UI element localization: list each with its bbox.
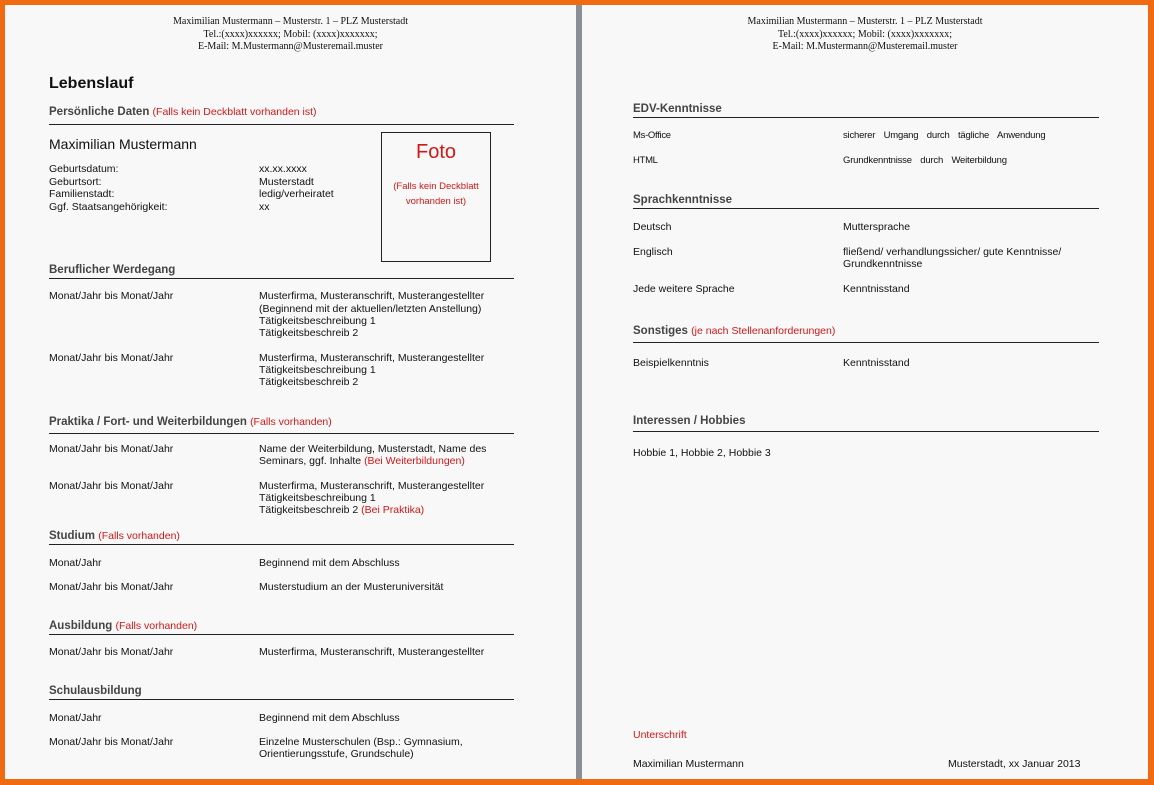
- photo-placeholder: [381, 132, 491, 262]
- studies-row-2-date: Monat/Jahr bis Monat/Jahr: [49, 581, 174, 593]
- section-interests-rule: [633, 431, 1099, 432]
- section-training-title: Praktika / Fort- und Weiterbildungen: [49, 416, 247, 428]
- letterhead-email: E-Mail: M.Mustermann@Musteremail.muster: [197, 41, 383, 52]
- section-languages-rule: [633, 208, 1099, 209]
- section-personal-note: (Falls kein Deckblatt vorhanden ist): [152, 106, 317, 118]
- section-it-heading: EDV-Kenntnisse: [633, 103, 722, 115]
- cv-page-left: [5, 5, 576, 779]
- section-personal-heading: [49, 106, 317, 118]
- section-apprenticeship-heading: [49, 620, 197, 632]
- language-row-3-label: Jede weitere Sprache: [633, 283, 735, 295]
- career-entry-1-date: Monat/Jahr bis Monat/Jahr: [49, 290, 174, 302]
- signature-label: Unterschrift: [633, 729, 687, 741]
- letterhead-right: [582, 16, 1148, 54]
- section-career-rule: [49, 278, 514, 279]
- section-apprenticeship-rule: [49, 634, 514, 635]
- section-training-note: (Falls vorhanden): [250, 416, 332, 428]
- section-other-rule: [633, 342, 1099, 343]
- section-interests-heading: Interessen / Hobbies: [633, 415, 746, 427]
- section-training-heading: [49, 416, 332, 428]
- it-row-1-value: sicherer Umgang durch tägliche Anwendung: [843, 130, 1046, 141]
- section-other-note: (je nach Stellenanforderungen): [691, 325, 836, 337]
- other-row-1-label: Beispielkenntnis: [633, 357, 709, 369]
- cv-page-right: [582, 5, 1148, 779]
- language-row-2-label: Englisch: [633, 246, 673, 258]
- label-nationality: Ggf. Staatsangehörigkeit:: [49, 201, 168, 213]
- section-other-title: Sonstiges: [633, 325, 688, 337]
- signature-name: Maximilian Mustermann: [633, 758, 744, 770]
- school-row-1-date: Monat/Jahr: [49, 712, 102, 724]
- career-entry-1-line2: (Beginnend mit der aktuellen/letzten Anstellung): [259, 303, 482, 315]
- photo-title: Foto: [415, 141, 457, 163]
- language-row-3-value: Kenntnisstand: [843, 283, 910, 295]
- it-row-1-label: Ms-Office: [633, 130, 671, 141]
- school-row-2-date: Monat/Jahr bis Monat/Jahr: [49, 736, 174, 748]
- career-entry-1-line1: Musterfirma, Musteranschrift, Musterangestellter: [259, 290, 485, 302]
- language-row-2-value: fließend/ verhandlungssicher/ gute Kenntnisse/: [843, 246, 1062, 258]
- training-entry-2-line3: [259, 504, 424, 517]
- letterhead-address: Maximilian Mustermann – Musterstr. 1 – PLZ Musterstadt: [173, 16, 408, 27]
- person-name: Maximilian Mustermann: [49, 136, 197, 152]
- apprenticeship-row-1-text: Musterfirma, Musteranschrift, Musterangestellter: [259, 646, 485, 658]
- letterhead-phone: Tel.:(xxxx)xxxxxx; Mobil: (xxxx)xxxxxxx;: [203, 28, 378, 40]
- section-studies-heading: [49, 530, 180, 542]
- letterhead-right-email: E-Mail: M.Mustermann@Musteremail.muster: [772, 41, 958, 52]
- school-row-2-text-line2: Orientierungsstufe, Grundschule): [259, 748, 414, 760]
- training-entry-1-date: Monat/Jahr bis Monat/Jahr: [49, 443, 174, 455]
- other-row-1-value: Kenntnisstand: [843, 357, 910, 369]
- career-entry-2-date: Monat/Jahr bis Monat/Jahr: [49, 352, 174, 364]
- school-row-1-text: Beginnend mit dem Abschluss: [259, 712, 400, 724]
- section-languages-heading: Sprachkenntnisse: [633, 194, 733, 206]
- value-nationality: xx: [259, 201, 270, 213]
- studies-row-1-text: Beginnend mit dem Abschluss: [259, 557, 400, 569]
- training-entry-1-line2: [259, 455, 465, 468]
- section-apprenticeship-note: (Falls vorhanden): [115, 620, 198, 632]
- apprenticeship-row-1-date: Monat/Jahr bis Monat/Jahr: [49, 646, 174, 658]
- letterhead-right-phone: Tel.:(xxxx)xxxxxx; Mobil: (xxxx)xxxxxxx;: [777, 28, 952, 40]
- section-career-heading: Beruflicher Werdegang: [49, 264, 176, 276]
- career-entry-2-line2: Tätigkeitsbeschreibung 1: [259, 364, 376, 376]
- career-entry-2-line1: Musterfirma, Musteranschrift, Musterangestellter: [259, 352, 485, 364]
- section-other-heading: [633, 325, 835, 337]
- value-birthplace: Musterstadt: [259, 176, 314, 188]
- training-entry-2-line3-note: (Bei Praktika): [361, 504, 425, 516]
- section-it-rule: [633, 117, 1099, 118]
- letterhead: [5, 16, 576, 54]
- studies-row-1-date: Monat/Jahr: [49, 557, 102, 569]
- label-birthdate: Geburtsdatum:: [49, 163, 119, 175]
- section-school-rule: [49, 699, 514, 700]
- section-studies-title: Studium: [49, 530, 95, 542]
- section-personal-title: Persönliche Daten: [49, 106, 150, 118]
- interests-text: Hobbie 1, Hobbie 2, Hobbie 3: [633, 447, 771, 459]
- training-entry-2-line2: Tätigkeitsbeschreibung 1: [259, 492, 376, 504]
- label-family-status: Familienstadt:: [49, 188, 115, 200]
- training-entry-1-line2-note: (Bei Weiterbildungen): [364, 455, 465, 467]
- section-school-heading: Schulausbildung: [49, 685, 142, 697]
- career-entry-1-line4: Tätigkeitsbeschreib 2: [259, 327, 359, 339]
- training-entry-2-line1: Musterfirma, Musteranschrift, Musterangestellter: [259, 480, 485, 492]
- signature-place-date: Musterstadt, xx Januar 2013: [948, 758, 1081, 770]
- value-birthdate: xx.xx.xxxx: [259, 163, 307, 175]
- section-training-rule: [49, 433, 514, 434]
- section-apprenticeship-title: Ausbildung: [49, 620, 113, 632]
- career-entry-2-line3: Tätigkeitsbeschreib 2: [259, 376, 359, 388]
- section-studies-rule: [49, 544, 514, 545]
- training-entry-1-line2-text: Seminars, ggf. Inhalte: [259, 455, 362, 467]
- language-row-2-value-line2: Grundkenntnisse: [843, 258, 923, 270]
- value-family-status: ledig/verheiratet: [259, 188, 334, 200]
- label-birthplace: Geburtsort:: [49, 176, 102, 188]
- career-entry-1-line3: Tätigkeitsbeschreibung 1: [259, 315, 376, 327]
- school-row-2-text: Einzelne Musterschulen (Bsp.: Gymnasium,: [259, 736, 463, 748]
- letterhead-right-address: Maximilian Mustermann – Musterstr. 1 – PLZ Musterstadt: [747, 16, 983, 27]
- training-entry-2-date: Monat/Jahr bis Monat/Jahr: [49, 480, 174, 492]
- training-entry-1-line1: Name der Weiterbildung, Musterstadt, Name des: [259, 443, 487, 455]
- training-entry-2-line3-text: Tätigkeitsbeschreib 2: [259, 504, 359, 516]
- photo-note-line1: (Falls kein Deckblatt: [393, 181, 479, 192]
- section-studies-note: (Falls vorhanden): [98, 530, 180, 542]
- page-title: Lebenslauf: [49, 75, 134, 92]
- photo-note-line2: vorhanden ist): [405, 196, 467, 207]
- language-row-1-value: Muttersprache: [843, 221, 911, 233]
- studies-row-2-text: Musterstudium an der Musteruniversität: [259, 581, 444, 593]
- it-row-2-label: HTML: [633, 155, 658, 166]
- it-row-2-value: Grundkenntnisse durch Weiterbildung: [843, 155, 1007, 166]
- language-row-1-label: Deutsch: [633, 221, 672, 233]
- section-personal-rule: [49, 124, 514, 125]
